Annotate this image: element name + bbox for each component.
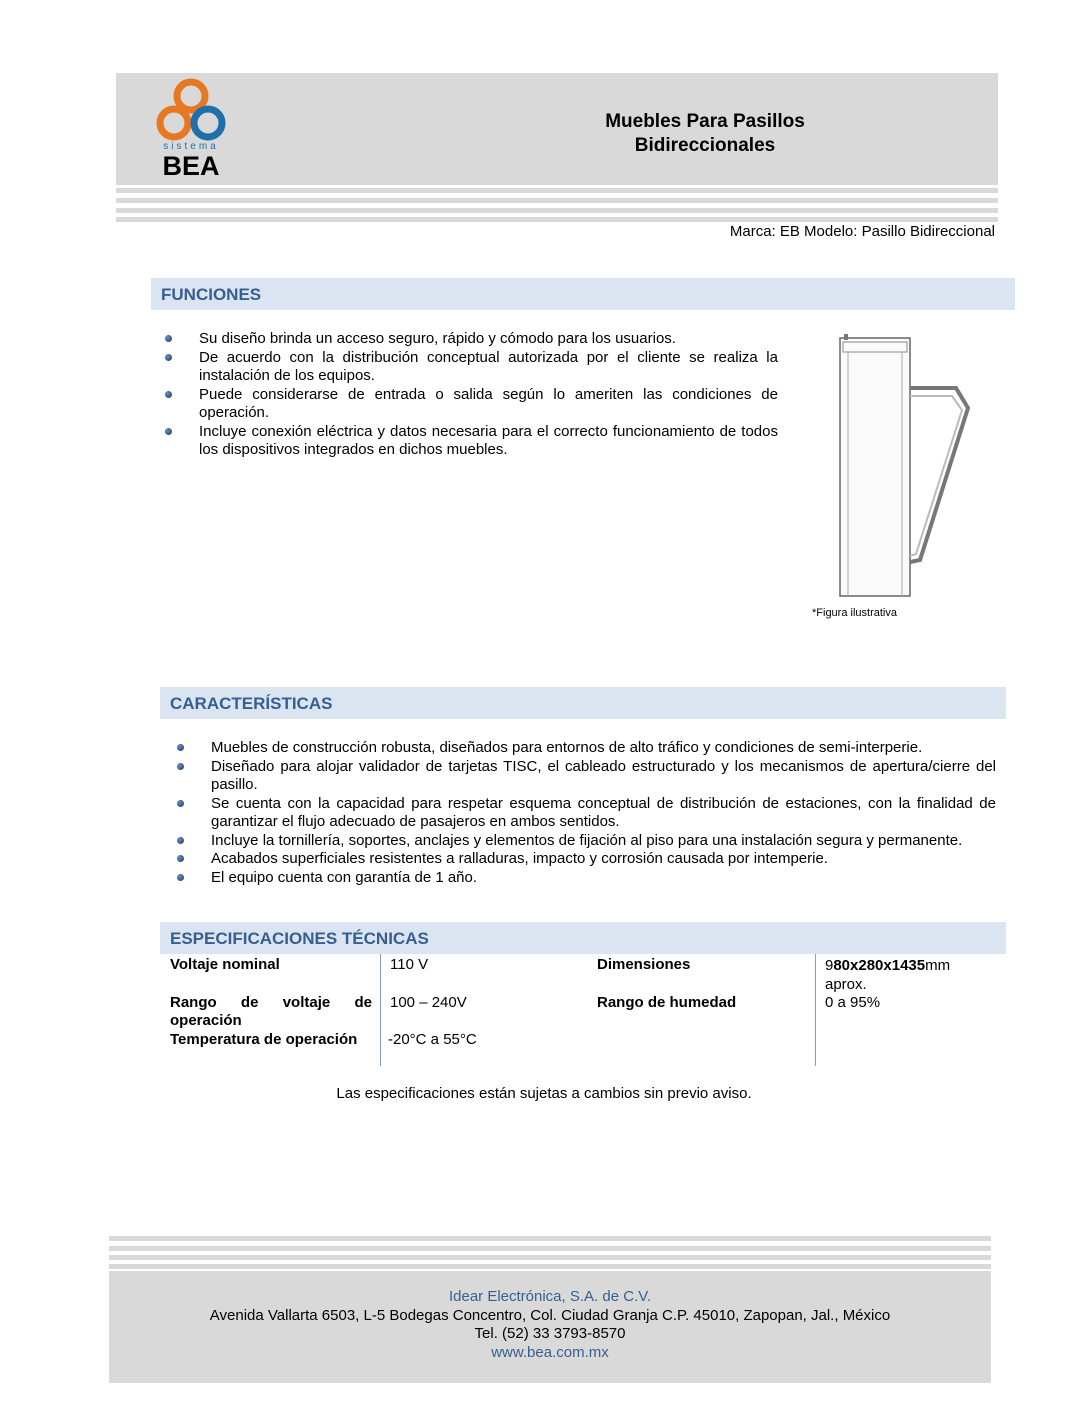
figure-caption: *Figura ilustrativa bbox=[812, 607, 897, 619]
dimensiones-suffix: mm bbox=[925, 957, 951, 974]
caracteristicas-list bbox=[174, 739, 996, 887]
column-divider bbox=[380, 954, 381, 1066]
list-item: Puede considerarse de entrada o salida según lo ameriten las condiciones de operación. bbox=[162, 386, 778, 423]
list-item: Su diseño brinda un acceso seguro, rápido y cómodo para los usuarios. bbox=[162, 330, 778, 349]
list-item: Se cuenta con la capacidad para respetar esquema conceptual de distribución de estaciones, con la finalidad de garantizar el flujo adecuado de pasajeros en ambos sentidos. bbox=[174, 795, 996, 832]
turnstile-illustration bbox=[830, 330, 980, 600]
dimensiones-bold: 80x280x1435 bbox=[833, 957, 926, 974]
spec-value-voltaje: 110 V bbox=[390, 956, 429, 973]
list-item: Incluye la tornillería, soportes, anclajes y elementos de fijación al piso para una instalación segura y permanente. bbox=[174, 832, 996, 851]
spec-label-temperatura: Temperatura de operación bbox=[170, 1031, 358, 1048]
bea-logo bbox=[148, 78, 234, 178]
spec-value-temperatura: -20°C a 55°C bbox=[388, 1031, 477, 1048]
footer-company: Idear Electrónica, S.A. de C.V. bbox=[448, 1288, 652, 1305]
spec-value-dimensiones bbox=[825, 956, 950, 994]
footer-stripe bbox=[109, 1246, 991, 1251]
section-caracteristicas bbox=[160, 687, 1006, 719]
footer-address: Avenida Vallarta 6503, L-5 Bodegas Concentro, Col. Ciudad Granja C.P. 45010, Zapopan, Jal., México bbox=[209, 1306, 891, 1324]
svg-text:sistema: sistema bbox=[163, 141, 219, 152]
section-heading: ESPECIFICACIONES TÉCNICAS bbox=[170, 929, 429, 948]
footer-stripe bbox=[109, 1236, 991, 1241]
list-item: El equipo cuenta con garantía de 1 año. bbox=[174, 869, 996, 888]
header-stripe bbox=[116, 208, 998, 213]
bea-logo-graphic bbox=[148, 78, 234, 178]
spec-label-rango-voltaje: Rango de voltaje de operación bbox=[170, 994, 372, 1029]
header-stripe bbox=[116, 198, 998, 203]
specs-table bbox=[160, 954, 1006, 1068]
spec-label-dimensiones: Dimensiones bbox=[597, 956, 691, 973]
funciones-list bbox=[162, 330, 778, 460]
footer-stripe bbox=[109, 1264, 991, 1269]
spec-label-voltaje: Voltaje nominal bbox=[170, 956, 280, 973]
footer-stripe bbox=[109, 1255, 991, 1260]
spec-value-humedad: 0 a 95% bbox=[825, 994, 881, 1011]
list-item: De acuerdo con la distribución conceptual autorizada por el cliente se realiza la instalación de los equipos. bbox=[162, 349, 778, 386]
header-band bbox=[116, 73, 998, 185]
column-divider bbox=[815, 954, 816, 1066]
title-line-1: Muebles Para Pasillos bbox=[605, 111, 805, 132]
header-stripe bbox=[116, 217, 998, 222]
header-stripe bbox=[116, 188, 998, 193]
list-item: Muebles de construcción robusta, diseñados para entornos de alto tráfico y condiciones de semi-interperie. bbox=[174, 739, 996, 758]
spec-label-humedad: Rango de humedad bbox=[597, 994, 737, 1011]
section-heading: CARACTERÍSTICAS bbox=[170, 694, 333, 713]
footer-website-link[interactable]: www.bea.com.mx bbox=[491, 1343, 609, 1361]
brand-model: Marca: EB Modelo: Pasillo Bidireccional bbox=[729, 223, 995, 240]
dimensiones-prefix: 9 bbox=[825, 957, 834, 974]
footer-phone: Tel. (52) 33 3793-8570 bbox=[474, 1325, 626, 1342]
footer bbox=[109, 1271, 991, 1383]
title-line-2: Bidireccionales bbox=[634, 135, 776, 156]
section-heading: FUNCIONES bbox=[161, 285, 262, 304]
spec-value-rango-voltaje: 100 – 240V bbox=[390, 994, 467, 1011]
section-especificaciones bbox=[160, 922, 1006, 954]
dimensiones-note: aprox. bbox=[825, 976, 867, 993]
list-item: Diseñado para alojar validador de tarjetas TISC, el cableado estructurado y los mecanismos de apertura/cierre del pasillo. bbox=[174, 758, 996, 795]
disclaimer-notice: Las especificaciones están sujetas a cambios sin previo aviso. bbox=[336, 1085, 752, 1102]
product-figure bbox=[830, 330, 980, 600]
document-title bbox=[560, 110, 850, 158]
list-item: Incluye conexión eléctrica y datos necesaria para el correcto funcionamiento de todos los dispositivos integrados en dichos muebles. bbox=[162, 423, 778, 460]
list-item: Acabados superficiales resistentes a ralladuras, impacto y corrosión causada por intemperie. bbox=[174, 850, 996, 869]
svg-text:BEA: BEA bbox=[162, 151, 220, 178]
section-funciones bbox=[151, 278, 1015, 310]
